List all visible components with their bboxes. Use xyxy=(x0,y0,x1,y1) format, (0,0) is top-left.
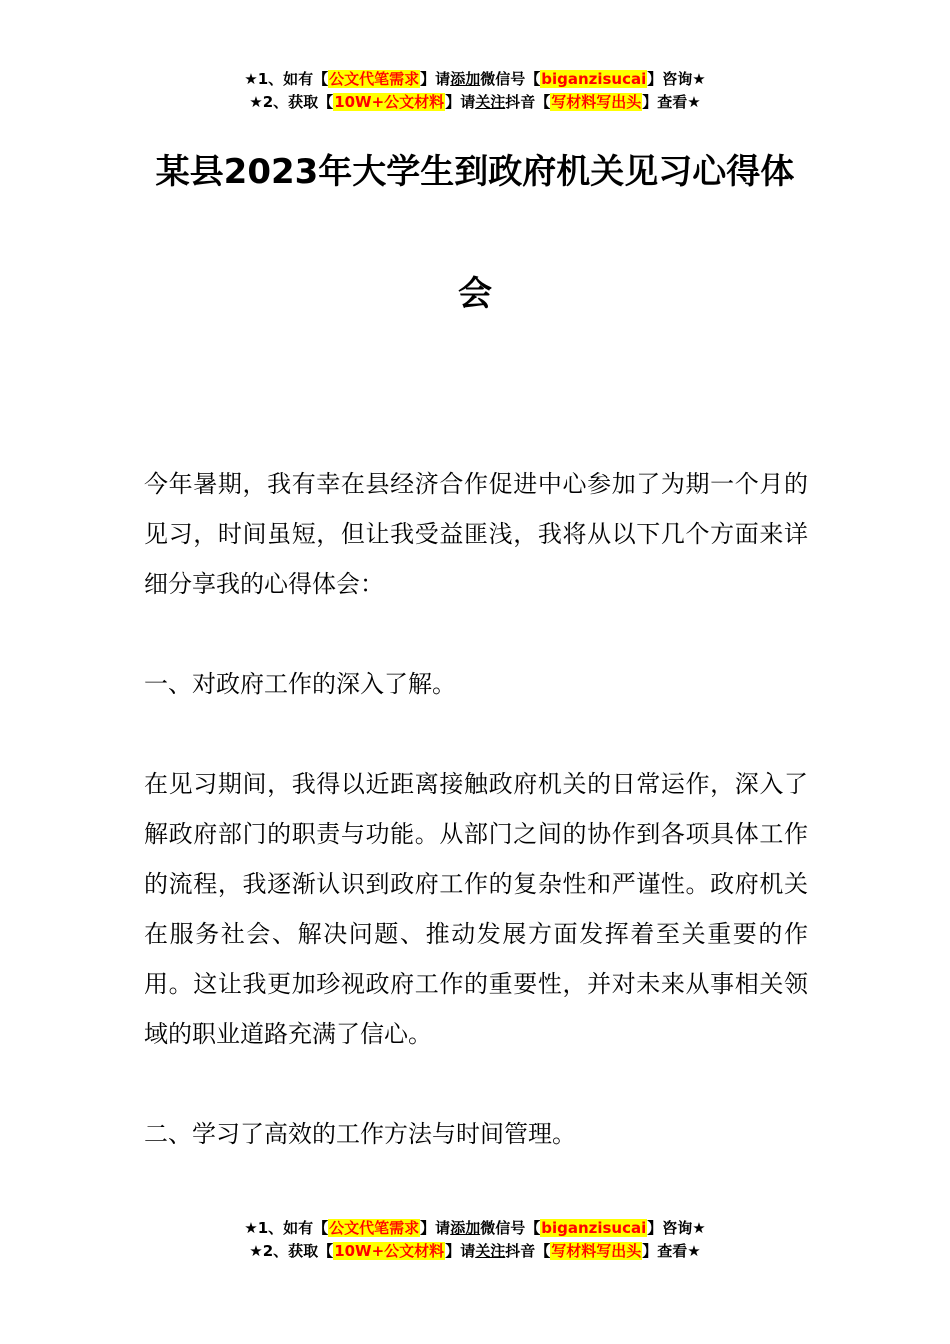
banner-text: 】咨询★ xyxy=(647,70,706,88)
banner-text: 】请 xyxy=(420,1219,451,1237)
banner-text: 抖音【 xyxy=(505,1242,551,1260)
banner-text: 微信号【 xyxy=(480,70,541,88)
banner-text: 】请 xyxy=(445,93,476,111)
banner-text: 】请 xyxy=(445,1242,476,1260)
banner-text: 抖音【 xyxy=(505,93,551,111)
banner-text: 】咨询★ xyxy=(647,1219,706,1237)
banner-text: ★1、如有【 xyxy=(244,1219,329,1237)
banner-line-1 xyxy=(0,1217,950,1240)
document-body xyxy=(144,459,808,1209)
banner-line-2 xyxy=(0,91,950,114)
banner-highlight: biganzisucai xyxy=(541,70,647,88)
banner-highlight: 写材料写出头 xyxy=(551,93,642,111)
banner-highlight: 公文代笔需求 xyxy=(329,70,420,88)
banner-text: 】查看★ xyxy=(642,93,701,111)
banner-text: 】请 xyxy=(420,70,451,88)
banner-highlight: 10W+公文材料 xyxy=(334,93,445,111)
banner-text: 微信号【 xyxy=(480,1219,541,1237)
banner-text: ★1、如有【 xyxy=(244,70,329,88)
banner-underline: 添加 xyxy=(450,70,481,88)
banner-text: 】查看★ xyxy=(642,1242,701,1260)
header-banner xyxy=(0,68,950,114)
title-line-2: 会 xyxy=(458,274,492,314)
banner-underline: 添加 xyxy=(450,1219,481,1237)
document-title xyxy=(140,146,810,198)
title-line-1: 某县2023年大学生到政府机关见习心得体 xyxy=(155,152,795,192)
banner-highlight: 公文代笔需求 xyxy=(329,1219,420,1237)
banner-line-2 xyxy=(0,1240,950,1263)
section-heading-2: 二、学习了高效的工作方法与时间管理。 xyxy=(144,1120,576,1148)
banner-line-1 xyxy=(0,68,950,91)
banner-highlight: biganzisucai xyxy=(541,1219,647,1237)
banner-underline: 关注 xyxy=(475,1242,506,1260)
banner-text: ★2、获取【 xyxy=(249,1242,334,1260)
banner-highlight: 10W+公文材料 xyxy=(334,1242,445,1260)
footer-banner xyxy=(0,1217,950,1263)
paragraph-intro: 今年暑期，我有幸在县经济合作促进中心参加了为期一个月的见习，时间虽短，但让我受益匪浅，我将从以下几个方面来详细分享我的心得体会： xyxy=(144,470,808,598)
paragraph-section-1: 在见习期间，我得以近距离接触政府机关的日常运作，深入了解政府部门的职责与功能。从部门之间的协作到各项具体工作的流程，我逐渐认识到政府工作的复杂性和严谨性。政府机关在服务社会、解决问题、推动发展方面发挥着至关重要的作用。这让我更加珍视政府工作的重要性，并对未来从事相关领域的职业道路充满了信心。 xyxy=(144,770,808,1048)
section-heading-1: 一、对政府工作的深入了解。 xyxy=(144,670,456,698)
banner-text: ★2、获取【 xyxy=(249,93,334,111)
banner-highlight: 写材料写出头 xyxy=(551,1242,642,1260)
banner-underline: 关注 xyxy=(475,93,506,111)
